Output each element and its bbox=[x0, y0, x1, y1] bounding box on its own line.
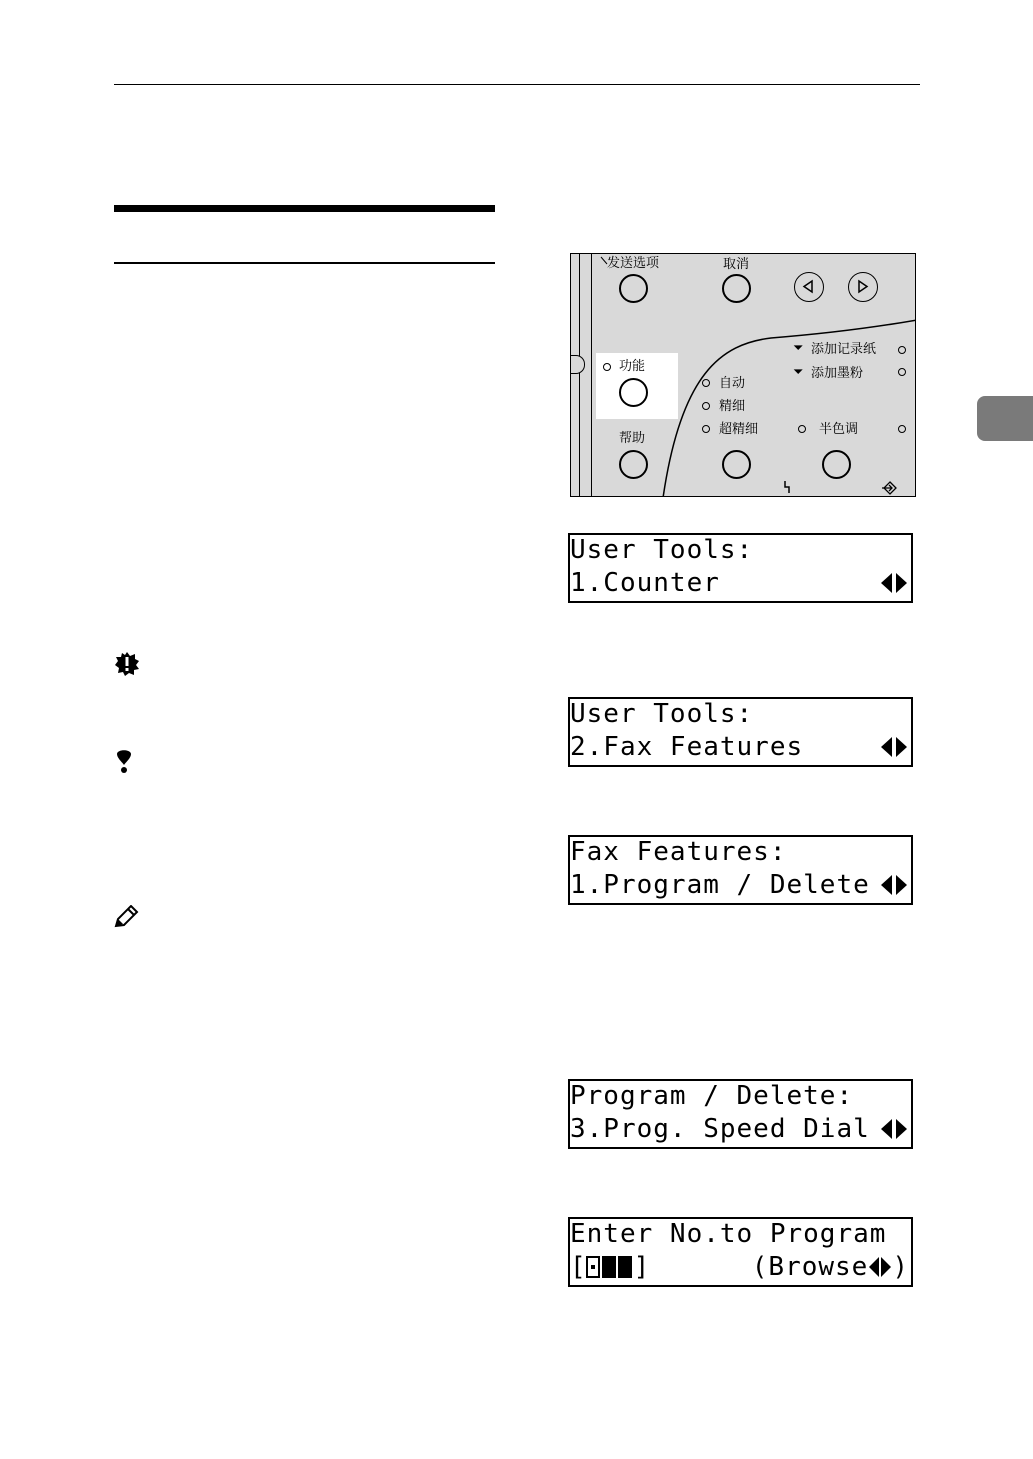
left-right-arrow-icon bbox=[868, 1255, 892, 1277]
bracket-open: [ bbox=[570, 1252, 586, 1282]
left-right-arrow-icon bbox=[880, 736, 908, 758]
communicating-icon bbox=[782, 480, 792, 494]
left-right-arrow-icon bbox=[880, 572, 908, 594]
lcd-display-enter-number bbox=[568, 1217, 913, 1287]
lcd-display-user-tools-fax bbox=[568, 697, 913, 767]
auto-led bbox=[702, 379, 710, 387]
add-toner-led bbox=[898, 368, 906, 376]
cancel-button[interactable] bbox=[722, 274, 751, 303]
help-label: 帮助 bbox=[619, 431, 646, 446]
toner-icon: ⏷ bbox=[793, 365, 804, 380]
cursor-block bbox=[586, 1256, 600, 1278]
lcd-display-user-tools-counter bbox=[568, 533, 913, 603]
bracket-close: ] bbox=[633, 1252, 650, 1282]
subsection-heading-rule bbox=[114, 262, 495, 264]
halftone-led bbox=[798, 425, 806, 433]
prev-arrow-icon bbox=[795, 273, 822, 300]
send-options-label: 发送选项 bbox=[607, 256, 660, 271]
lcd-line-2: 1.Program / Delete bbox=[570, 870, 870, 900]
digit-block bbox=[618, 1256, 632, 1278]
halftone-button[interactable] bbox=[822, 450, 851, 479]
browse-label: (Browse bbox=[751, 1252, 869, 1282]
section-heading-rule bbox=[114, 205, 495, 212]
super-fine-led bbox=[702, 425, 710, 433]
function-led bbox=[603, 363, 611, 371]
note-icon bbox=[113, 905, 139, 933]
limitation-icon bbox=[115, 748, 133, 778]
browse-close: ) bbox=[892, 1252, 909, 1282]
lcd-display-program-delete bbox=[568, 1079, 913, 1149]
lcd-line-2: 3.Prog. Speed Dial bbox=[570, 1114, 870, 1144]
important-icon bbox=[114, 651, 140, 681]
super-fine-label: 超精细 bbox=[719, 422, 759, 437]
lcd-line-2: 1.Counter bbox=[570, 568, 720, 598]
fine-label: 精细 bbox=[719, 399, 746, 414]
add-paper-label: 添加记录纸 bbox=[811, 342, 877, 357]
control-panel-illustration bbox=[570, 253, 916, 497]
function-button[interactable] bbox=[619, 378, 648, 407]
browse-hint bbox=[752, 1252, 909, 1282]
left-right-arrow-icon bbox=[880, 874, 908, 896]
lcd-line-1: Fax Features: bbox=[570, 837, 787, 867]
cancel-label: 取消 bbox=[723, 257, 750, 272]
prev-arrow-button[interactable] bbox=[794, 272, 824, 302]
fine-led bbox=[702, 402, 710, 410]
auto-label: 自动 bbox=[719, 376, 746, 391]
paper-tray-icon: ⏷ bbox=[793, 341, 804, 356]
add-paper-led bbox=[898, 346, 906, 354]
help-button[interactable] bbox=[619, 450, 648, 479]
function-label: 功能 bbox=[619, 359, 646, 374]
header-rule bbox=[114, 84, 920, 85]
send-options-button[interactable] bbox=[619, 274, 648, 303]
resolution-button[interactable] bbox=[722, 450, 751, 479]
number-entry-field bbox=[570, 1252, 649, 1282]
left-right-arrow-icon bbox=[880, 1118, 908, 1140]
lcd-line-1: User Tools: bbox=[570, 699, 754, 729]
next-arrow-button[interactable] bbox=[848, 272, 878, 302]
lcd-line-1: Enter No.to Program bbox=[570, 1219, 887, 1249]
extra-led bbox=[898, 425, 906, 433]
lcd-line-1: User Tools: bbox=[570, 535, 754, 565]
receive-icon bbox=[881, 480, 899, 496]
lcd-line-1: Program / Delete: bbox=[570, 1081, 854, 1111]
digit-block bbox=[602, 1256, 616, 1278]
next-arrow-icon bbox=[849, 273, 876, 300]
lcd-line-2: 2.Fax Features bbox=[570, 732, 804, 762]
chapter-tab bbox=[977, 396, 1033, 441]
lcd-display-fax-features bbox=[568, 835, 913, 905]
add-toner-label: 添加墨粉 bbox=[811, 366, 864, 381]
halftone-label: 半色调 bbox=[819, 422, 859, 437]
